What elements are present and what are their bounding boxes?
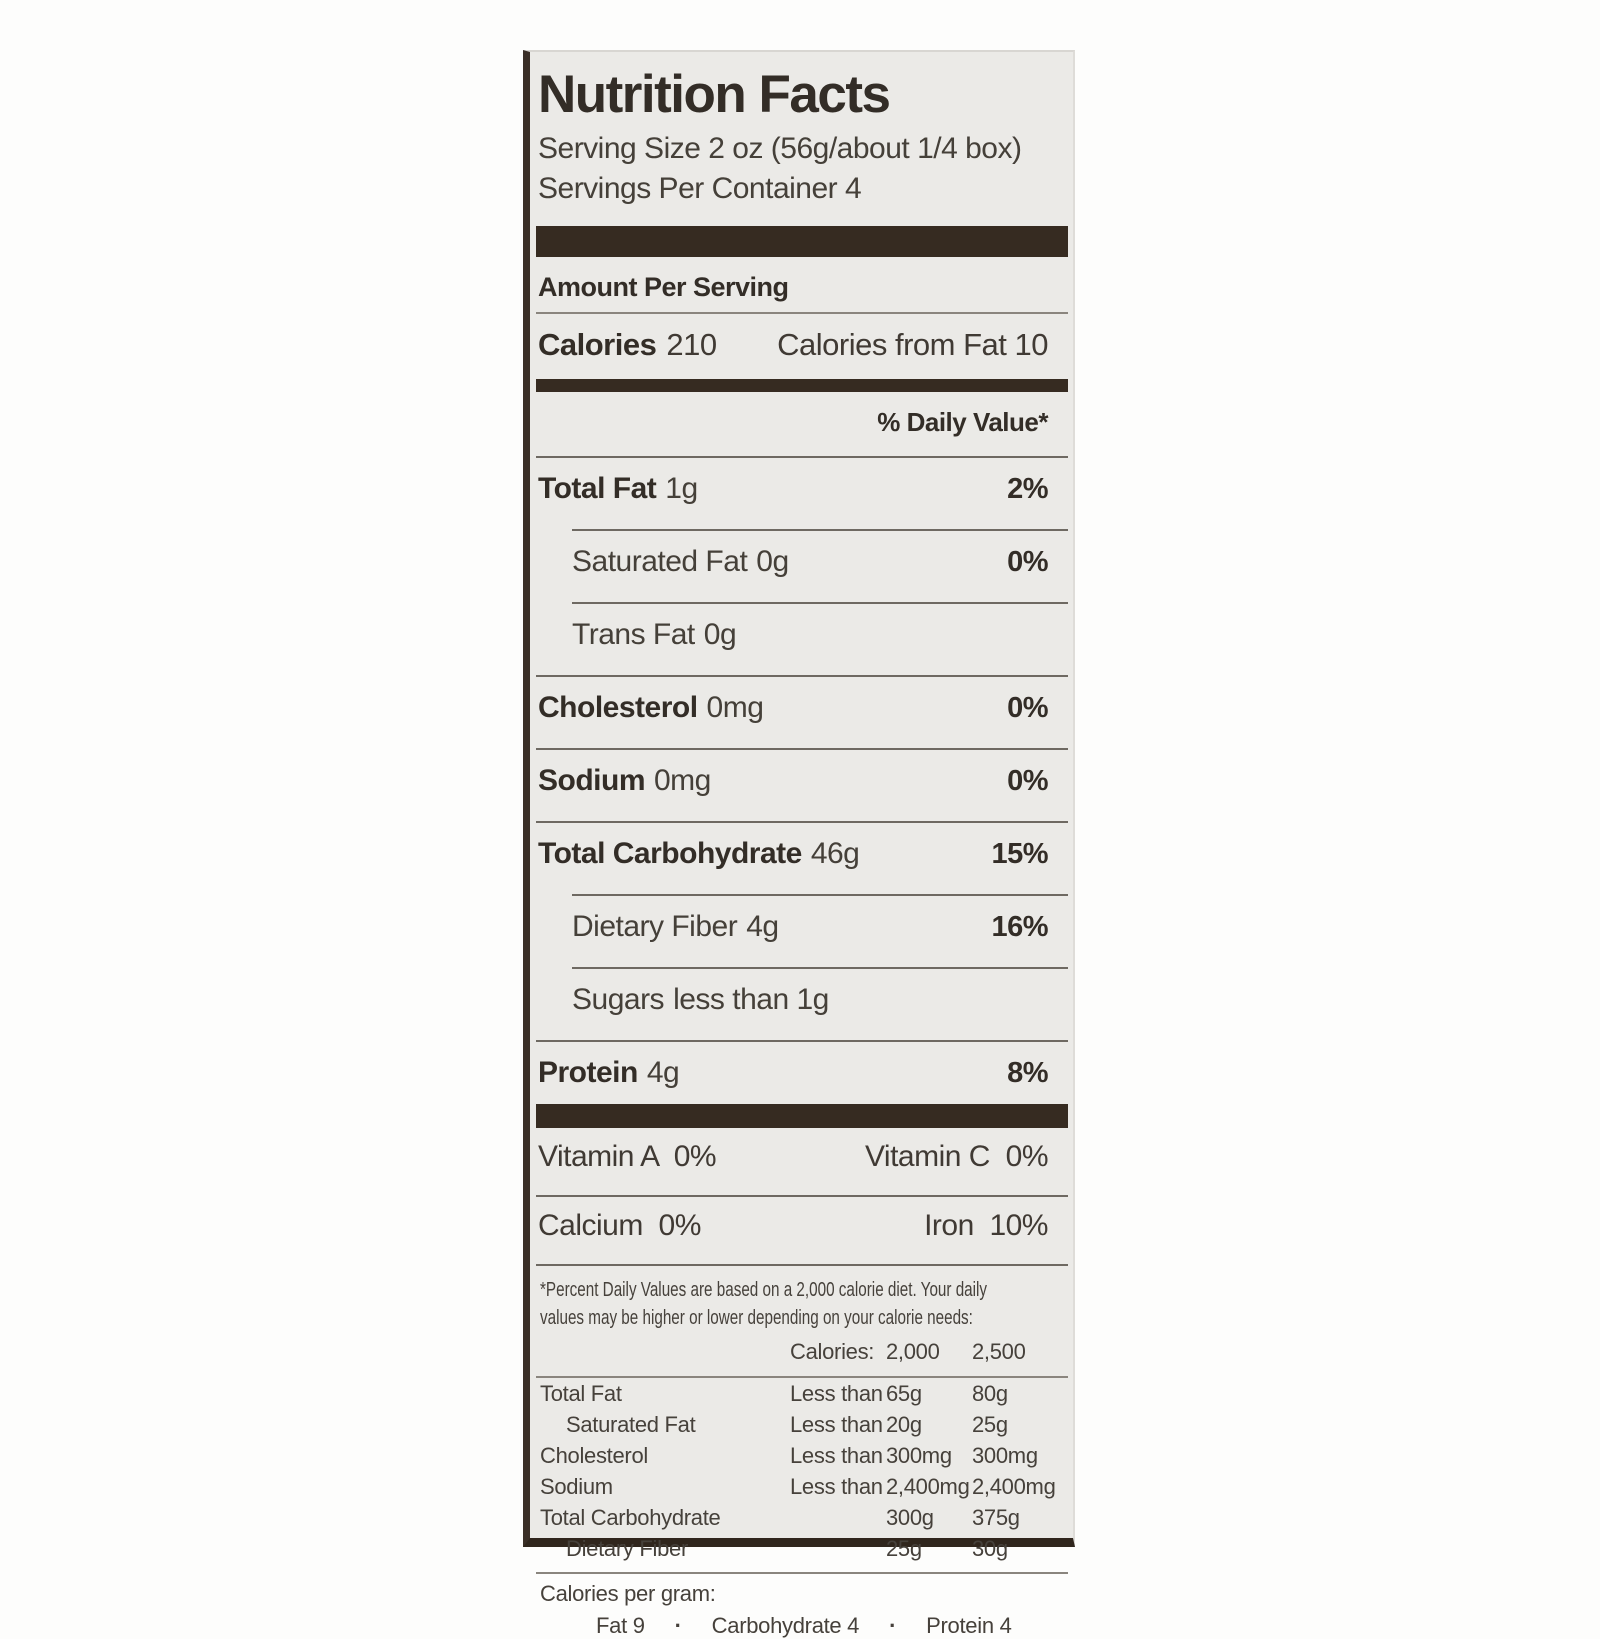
dv-row-2500: 2,400mg: [972, 1474, 1056, 1499]
nutrient-dv: 16%: [991, 911, 1048, 943]
nutrient-amount: less than 1g: [673, 983, 829, 1016]
nutrient-amount: 0mg: [706, 691, 764, 724]
nutrition-facts-label: [523, 50, 1075, 1638]
nutrient-row-protein: [536, 1042, 1068, 1104]
nutrient-name: Dietary Fiber: [572, 910, 738, 943]
calories-per-gram-title: Calories per gram:: [540, 1581, 716, 1606]
calcium: Calcium 0%: [538, 1209, 701, 1242]
dv-row-2000: 2,400mg: [886, 1474, 970, 1499]
dv-table-header: [536, 1337, 1068, 1367]
serving-size: Serving Size 2 oz (56g/about 1/4 box): [538, 132, 1022, 165]
calories-left: [538, 327, 717, 363]
nutrient-dv: 2%: [1007, 473, 1048, 505]
daily-value-header: % Daily Value*: [877, 407, 1048, 437]
nutrient-dv: 0%: [1007, 546, 1048, 578]
nutrient-row-dietary-fiber: [536, 896, 1068, 958]
separator-bar-top: [536, 226, 1068, 257]
dv-row-qualifier: [790, 1502, 886, 1533]
cpg-carbohydrate: Carbohydrate 4: [711, 1613, 860, 1638]
dv-row-2500: 30g: [972, 1536, 1008, 1561]
calories-from-fat: Calories from Fat 10: [777, 327, 1048, 362]
dv-row-qualifier: [790, 1533, 886, 1564]
nutrient-name: Trans Fat: [572, 618, 695, 651]
dv-row-2500: 80g: [972, 1381, 1008, 1406]
footnote-line2: values may be higher or lower depending on your calorie needs:: [540, 1307, 973, 1329]
daily-values-table: [536, 1337, 1068, 1564]
dv-row-2500: 375g: [972, 1505, 1020, 1530]
cpg-dot: ·: [889, 1613, 897, 1638]
dv-row-2000: 20g: [886, 1412, 922, 1437]
calories-label: Calories: [538, 327, 657, 362]
footnote: [540, 1276, 1073, 1332]
nutrient-name: Saturated Fat: [572, 545, 748, 578]
nutrient-dv: 15%: [991, 838, 1048, 870]
dv-row-qualifier: Less than: [790, 1443, 883, 1468]
dv-row-name: Saturated Fat: [566, 1412, 696, 1437]
servings-per-container: Servings Per Container 4: [538, 172, 862, 205]
dv-row-qualifier: Less than: [790, 1474, 883, 1499]
divider: [536, 1264, 1068, 1266]
nutrient-name: Sugars: [572, 983, 665, 1016]
nutrient-amount: 4g: [746, 910, 779, 943]
vitamin-a: Vitamin A 0%: [538, 1140, 717, 1173]
vitamin-c: Vitamin C 0%: [864, 1140, 1048, 1173]
nutrient-row-cholesterol: [536, 677, 1068, 739]
dv-table-row: [536, 1378, 1068, 1409]
nutrient-row-trans-fat: [536, 604, 1068, 666]
cpg-dot: ·: [674, 1613, 682, 1638]
dv-table-row: [536, 1440, 1068, 1471]
nutrient-row-total-fat: [536, 458, 1068, 520]
nutrient-name: Total Fat: [538, 472, 657, 505]
dv-row-2500: 300mg: [972, 1443, 1038, 1468]
dv-row-2000: 25g: [886, 1536, 922, 1561]
cpg-protein: Protein 4: [926, 1613, 1012, 1638]
dv-header-2000: 2,000: [886, 1339, 940, 1364]
dv-row-name: Total Carbohydrate: [540, 1505, 721, 1530]
nutrient-row-total-carbohydrate: [536, 823, 1068, 885]
calories-per-gram-items: [596, 1613, 1068, 1639]
nutrient-amount: 0mg: [654, 764, 711, 797]
nutrient-name: Total Carbohydrate: [538, 837, 802, 870]
dv-row-2000: 65g: [886, 1381, 922, 1406]
nutrient-amount: 46g: [810, 837, 860, 870]
dv-table-row: [536, 1471, 1068, 1502]
vitamin-row-a-c: [536, 1128, 1068, 1186]
calories-row: [536, 314, 1068, 375]
divider: [536, 1572, 1068, 1574]
dv-table-row: [536, 1533, 1068, 1564]
dv-row-name: Sodium: [540, 1474, 613, 1499]
nutrient-row-sugars: [536, 969, 1068, 1031]
calories-value: 210: [666, 327, 717, 362]
nutrient-amount: 1g: [665, 472, 698, 505]
footnote-line1: *Percent Daily Values are based on a 2,000 calorie diet. Your daily: [540, 1279, 988, 1301]
nutrient-name: Protein: [538, 1056, 638, 1089]
label-title: Nutrition Facts: [538, 65, 890, 124]
nutrient-name: Cholesterol: [538, 691, 698, 724]
nutrient-row-saturated-fat: [536, 531, 1068, 593]
dv-header-2500: 2,500: [972, 1339, 1026, 1364]
nutrient-row-sodium: [536, 750, 1068, 812]
separator-bar-vitamins: [536, 1104, 1068, 1128]
nutrient-amount: 0g: [703, 618, 737, 651]
dv-header-calories: Calories:: [790, 1339, 875, 1364]
nutrient-dv: 0%: [1007, 692, 1048, 724]
nutrient-amount: 0g: [756, 545, 789, 578]
dv-row-name: Total Fat: [540, 1381, 622, 1406]
dv-row-2000: 300mg: [886, 1443, 952, 1468]
vitamin-row-calcium-iron: [536, 1197, 1068, 1255]
nutrient-dv: 8%: [1007, 1057, 1048, 1089]
separator-bar-calories: [536, 379, 1068, 392]
amount-per-serving: Amount Per Serving: [538, 272, 789, 302]
cpg-fat: Fat 9: [596, 1613, 645, 1638]
dv-row-qualifier: Less than: [790, 1381, 883, 1406]
nutrient-name: Sodium: [538, 764, 645, 797]
dv-row-2000: 300g: [886, 1505, 934, 1530]
nutrient-dv: 0%: [1007, 765, 1048, 797]
dv-table-row: [536, 1409, 1068, 1440]
dv-table-row: [536, 1502, 1068, 1533]
dv-row-name: Cholesterol: [540, 1443, 648, 1468]
iron: Iron 10%: [924, 1209, 1048, 1242]
dv-row-name: Dietary Fiber: [566, 1536, 689, 1561]
dv-row-qualifier: Less than: [790, 1412, 883, 1437]
nutrient-amount: 4g: [646, 1056, 680, 1089]
dv-row-2500: 25g: [972, 1412, 1008, 1437]
